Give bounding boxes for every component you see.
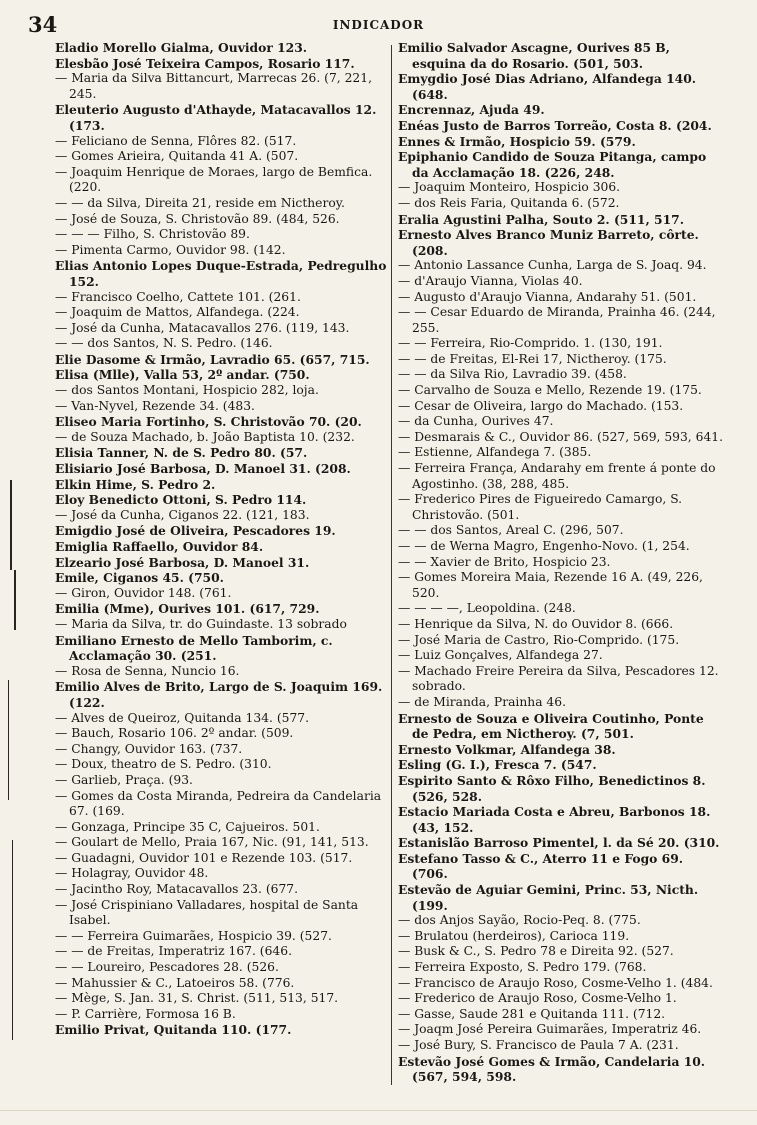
- directory-entry: — dos Anjos Sayão, Rocio-Peq. 8. (775.: [398, 913, 641, 928]
- directory-entry: — Garlieb, Praça. (93.: [55, 772, 193, 787]
- directory-entry: — Joaquim de Mattos, Alfandega. (224.: [55, 305, 300, 320]
- directory-entry: — Goulart de Mello, Praia 167, Nic. (91, 141, 513.: [55, 835, 369, 850]
- directory-entry: Elzeario José Barbosa, D. Manoel 31.: [55, 554, 310, 570]
- directory-entry: — Changy, Ouvidor 163. (737.: [55, 741, 243, 756]
- directory-entry: Espirito Santo & Rôxo Filho, Benedictinos 8. (526, 528.: [398, 772, 706, 804]
- directory-entry: — Brulatou (herdeiros), Carioca 119.: [398, 928, 630, 943]
- directory-entry: Epiphanio Candido de Souza Pitanga, campo da Acclamação 18. (226, 248.: [398, 149, 707, 180]
- directory-entry: — Mège, S. Jan. 31, S. Christ. (511, 513, 517.: [55, 991, 339, 1006]
- directory-entry: Eralia Agustini Palha, Souto 2. (511, 517.: [398, 211, 684, 227]
- directory-entry: — José de Souza, S. Christovão 89. (484, 526.: [55, 211, 340, 226]
- directory-entry: — Henrique da Silva, N. do Ouvidor 8. (666.: [398, 616, 674, 631]
- directory-entry: — José Maria de Castro, Rio-Comprido. (175.: [398, 632, 680, 647]
- directory-entry: — Holagray, Ouvidor 48.: [55, 866, 209, 881]
- page-bottom-edge: [0, 1110, 757, 1111]
- directory-entry: Emilia (Mme), Ourives 101. (617, 729.: [55, 601, 320, 617]
- directory-entry: — — Ferreira Guimarães, Hospicio 39. (527.: [55, 928, 332, 943]
- directory-entry: — da Cunha, Ourives 47.: [398, 414, 554, 429]
- directory-entry: — Antonio Lassance Cunha, Larga de S. Joaq. 94.: [398, 258, 707, 273]
- directory-entry: — Gomes da Costa Miranda, Pedreira da Candelaria 67. (169.: [55, 788, 382, 819]
- directory-entry: Elie Dasome & Irmão, Lavradio 65. (657, 715.: [55, 351, 370, 367]
- left-column: [55, 40, 390, 1038]
- directory-entry: — Desmarais & C., Ouvidor 86. (527, 569, 593, 641.: [398, 429, 724, 444]
- directory-entry: — Gasse, Saude 281 e Quitanda 111. (712.: [398, 1006, 666, 1021]
- directory-entry: Emilio Alves de Brito, Largo de S. Joaquim 169. (122.: [55, 679, 383, 710]
- directory-entry: — Carvalho de Souza e Mello, Rezende 19. (175.: [398, 383, 702, 398]
- directory-entry: — José Crispiniano Valladares, hospital de Santa Isabel.: [55, 897, 359, 928]
- directory-entry: Ernesto Volkmar, Alfandega 38.: [398, 741, 616, 757]
- directory-entry: — Guadagni, Ouvidor 101 e Rezende 103. (517.: [55, 850, 353, 865]
- directory-entry: — Frederico de Araujo Roso, Cosme-Velho 1.: [398, 991, 677, 1006]
- directory-entry: Emigdio José de Oliveira, Pescadores 19.: [55, 523, 336, 539]
- directory-entry: — Ferreira França, Andarahy em frente á ponte do Agostinho. (38, 288, 485.: [398, 461, 716, 491]
- page-number: 34: [28, 12, 58, 37]
- directory-entry: — — dos Santos, N. S. Pedro. (146.: [55, 336, 273, 351]
- directory-entry: — Pimenta Carmo, Ouvidor 98. (142.: [55, 242, 286, 257]
- directory-entry: — — — —, Leopoldina. (248.: [398, 601, 576, 616]
- directory-entry: Emilio Salvador Ascagne, Ourives 85 B, esquina da do Rosario. (501, 503.: [398, 40, 670, 71]
- directory-entry: Esling (G. I.), Fresca 7. (547.: [398, 757, 597, 773]
- directory-entry: — d'Araujo Vianna, Violas 40.: [398, 273, 583, 288]
- directory-entry: Eleuterio Augusto d'Athayde, Matacavallos 12. (173.: [55, 102, 377, 133]
- directory-entry: — Joaqm José Pereira Guimarães, Imperatriz 46.: [398, 1022, 702, 1037]
- directory-entry: Ernesto de Souza e Oliveira Coutinho, Ponte de Pedra, em Nictheroy. (7, 501.: [398, 710, 704, 742]
- directory-entry: — Joaquim Henrique de Moraes, largo de Bemfica. (220.: [55, 164, 373, 195]
- directory-entry: — Francisco de Araujo Roso, Cosme-Velho 1. (484.: [398, 975, 713, 990]
- directory-entry: — Rosa de Senna, Nuncio 16.: [55, 663, 240, 678]
- directory-entry: — José da Cunha, Matacavallos 276. (119, 143.: [55, 320, 350, 335]
- running-head: INDICADOR: [332, 18, 425, 32]
- directory-entry: — Frederico Pires de Figueiredo Camargo, S. Christovão. (501.: [398, 492, 683, 522]
- directory-entry: — — da Silva Rio, Lavradio 39. (458.: [398, 367, 627, 382]
- column-divider: [391, 45, 392, 1085]
- directory-entry: — Estienne, Alfandega 7. (385.: [398, 445, 592, 460]
- binding-margin-marks: [0, 420, 22, 1120]
- directory-entry: Estefano Tasso & C., Aterro 11 e Fogo 69. (706.: [398, 850, 684, 882]
- directory-entry: Elkin Hime, S. Pedro 2.: [55, 476, 216, 492]
- directory-entry: — Giron, Ouvidor 148. (761.: [55, 585, 232, 600]
- directory-entry: Enéas Justo de Barros Torreão, Costa 8. (204.: [398, 117, 712, 133]
- directory-entry: — Maria da Silva Bittancurt, Marrecas 26. (7, 221, 245.: [55, 71, 372, 101]
- directory-entry: — dos Santos Montani, Hospicio 282, loja.: [55, 383, 319, 398]
- directory-entry: Estevão de Aguiar Gemini, Princ. 53, Nicth. (199.: [398, 882, 699, 913]
- directory-entry: — Alves de Queiroz, Quitanda 134. (577.: [55, 710, 310, 725]
- directory-entry: — — de Freitas, Imperatriz 167. (646.: [55, 944, 292, 959]
- directory-entry: — Jacintho Roy, Matacavallos 23. (677.: [55, 882, 298, 897]
- directory-entry: — Gomes Moreira Maia, Rezende 16 A. (49, 226, 520.: [398, 570, 703, 600]
- directory-entry: — Feliciano de Senna, Flôres 82. (517.: [55, 133, 297, 148]
- directory-entry: — — dos Santos, Areal C. (296, 507.: [398, 523, 624, 538]
- directory-entry: Emiglia Raffaello, Ouvidor 84.: [55, 539, 264, 554]
- directory-entry: — Ferreira Exposto, S. Pedro 179. (768.: [398, 960, 647, 975]
- directory-entry: — — — Filho, S. Christovão 89.: [55, 227, 250, 242]
- directory-entry: — — Ferreira, Rio-Comprido. 1. (130, 191.: [398, 336, 663, 351]
- directory-entry: — José da Cunha, Ciganos 22. (121, 183.: [55, 507, 310, 522]
- directory-entry: — — Loureiro, Pescadores 28. (526.: [55, 960, 279, 975]
- directory-entry: Estacio Mariada Costa e Abreu, Barbonos 18. (43, 152.: [398, 804, 711, 835]
- directory-entry: Elias Antonio Lopes Duque-Estrada, Pedregulho 152.: [55, 258, 387, 289]
- directory-entry: Elesbão José Teixeira Campos, Rosario 117.: [55, 55, 355, 71]
- directory-entry: — Bauch, Rosario 106. 2º andar. (509.: [55, 726, 294, 741]
- directory-entry: — Busk & C., S. Pedro 78 e Direita 92. (527.: [398, 944, 674, 959]
- directory-entry: — Machado Freire Pereira da Silva, Pescadores 12. sobrado.: [398, 663, 719, 694]
- directory-entry: Eladio Morello Gialma, Ouvidor 123.: [55, 40, 308, 55]
- directory-entry: Emygdio José Dias Adriano, Alfandega 140. (648.: [398, 71, 697, 102]
- directory-entry: Emiliano Ernesto de Mello Tamborim, c. Acclamação 30. (251.: [55, 632, 333, 664]
- directory-entry: — — Xavier de Brito, Hospicio 23.: [398, 554, 611, 569]
- directory-entry: Encrennaz, Ajuda 49.: [398, 102, 545, 118]
- directory-entry: — Van-Nyvel, Rezende 34. (483.: [55, 398, 255, 413]
- directory-entry: — Cesar de Oliveira, largo do Machado. (153.: [398, 398, 684, 413]
- directory-entry: — Maria da Silva, tr. do Guindaste. 13 sobrado: [55, 616, 347, 631]
- directory-entry: Elisia Tanner, N. de S. Pedro 80. (57.: [55, 445, 308, 461]
- directory-entry: — — de Freitas, El-Rei 17, Nictheroy. (175.: [398, 351, 667, 366]
- directory-entry: — Mahussier & C., Latoeiros 58. (776.: [55, 975, 295, 990]
- directory-entry: — Joaquim Monteiro, Hospicio 306.: [398, 180, 621, 195]
- directory-entry: Elisa (Mlle), Valla 53, 2º andar. (750.: [55, 367, 310, 383]
- directory-entry: Estanislão Barroso Pimentel, l. da Sé 20. (310.: [398, 835, 720, 851]
- directory-entry: — de Souza Machado, b. João Baptista 10. (232.: [55, 429, 355, 444]
- directory-entry: — Doux, theatro de S. Pedro. (310.: [55, 757, 272, 772]
- directory-entry: Eliseo Maria Fortinho, S. Christovão 70. (20.: [55, 414, 362, 430]
- directory-entry: Eloy Benedicto Ottoni, S. Pedro 114.: [55, 492, 307, 508]
- directory-entry: Elisiario José Barbosa, D. Manoel 31. (208.: [55, 461, 351, 477]
- directory-entry: — José Bury, S. Francisco de Paula 7 A. (231.: [398, 1038, 679, 1052]
- directory-entry: Ernesto Alves Branco Muniz Barreto, côrte. (208.: [398, 227, 699, 258]
- directory-entry: — Augusto d'Araujo Vianna, Andarahy 51. (501.: [398, 289, 697, 304]
- directory-entry: — — Cesar Eduardo de Miranda, Prainha 46. (244, 255.: [398, 305, 716, 335]
- directory-entry: — P. Carrière, Formosa 16 B.: [55, 1006, 236, 1021]
- directory-entry: Emile, Ciganos 45. (750.: [55, 570, 224, 586]
- directory-entry: — Gomes Arieira, Quitanda 41 A. (507.: [55, 149, 299, 164]
- directory-entry: — — da Silva, Direita 21, reside em Nictheroy.: [55, 195, 345, 210]
- right-column: [398, 40, 723, 1085]
- directory-entry: — Luiz Gonçalves, Alfandega 27.: [398, 648, 603, 663]
- directory-entry: — — de Werna Magro, Engenho-Novo. (1, 254.: [398, 539, 690, 553]
- directory-entry: — dos Reis Faria, Quitanda 6. (572.: [398, 195, 620, 210]
- directory-entry: — Gonzaga, Principe 35 C, Cajueiros. 501.: [55, 819, 320, 834]
- directory-entry: Estevão José Gomes & Irmão, Candelaria 10. (567, 594, 598.: [398, 1053, 706, 1085]
- directory-entry: — de Miranda, Prainha 46.: [398, 694, 566, 709]
- directory-entry: Ennes & Irmão, Hospicio 59. (579.: [398, 133, 636, 149]
- page-header: [0, 0, 757, 37]
- directory-entry: Emilio Privat, Quitanda 110. (177.: [55, 1022, 292, 1038]
- directory-entry: — Francisco Coelho, Cattete 101. (261.: [55, 289, 301, 304]
